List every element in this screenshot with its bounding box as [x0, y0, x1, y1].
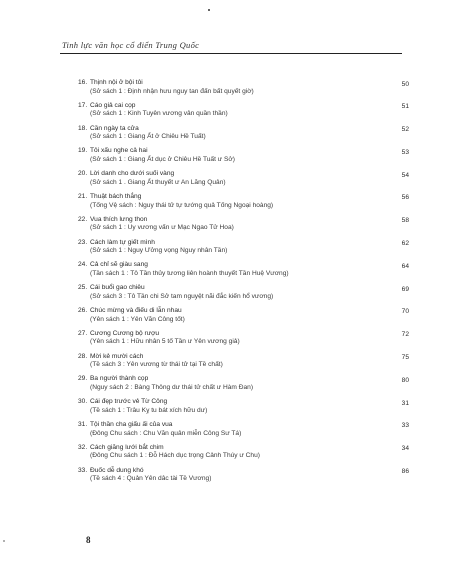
toc-entry-source: (Tề sách 3 : Yên vương từ thái tử tại Tề chất) — [90, 361, 223, 369]
header-title: Tinh lực văn học cổ điển Trung Quốc — [62, 40, 200, 50]
toc-entry-number: 30. — [78, 398, 88, 406]
toc-entry-source: (Sở sách 1 : Giang Ất ở Chiêu Hề Tuất) — [90, 133, 206, 141]
toc-entry-page: 70 — [401, 308, 409, 316]
toc-entry-page: 50 — [401, 80, 409, 88]
toc-entry-page: 64 — [401, 262, 409, 270]
toc-entry — [78, 261, 412, 284]
toc-entry — [78, 353, 412, 376]
toc-entry-source: (Sở sách 1 . Giang Ất thuyết ư An Lăng Quân) — [90, 178, 226, 186]
toc-entry-number: 23. — [78, 238, 88, 246]
toc-entry-title: Cách giăng lưới bắt chim — [90, 443, 164, 451]
running-header — [60, 40, 402, 54]
toc-entry-number: 25. — [78, 284, 88, 292]
toc-entry-title: Tội thần cha giấu ấi của vua — [90, 420, 173, 428]
toc-entry — [78, 330, 412, 353]
table-of-contents — [78, 79, 412, 489]
toc-entry-page: 51 — [401, 103, 409, 111]
toc-entry-source: (Tề sách 4 : Quản Yên dâc tài Tề Vương) — [90, 475, 212, 483]
toc-entry — [78, 170, 412, 193]
toc-entry-number: 21. — [78, 192, 88, 200]
toc-entry — [78, 79, 412, 102]
toc-entry-title: Chúc mừng và điếu di lẫn nhau — [90, 306, 182, 314]
toc-entry-number: 31. — [78, 420, 88, 428]
toc-entry-number: 29. — [78, 375, 88, 383]
toc-entry-title: Thuật bách thắng — [90, 192, 142, 200]
toc-entry-source: (Tần sách 1 : Tô Tần thủy tương liên hoành thuyết Tần Huệ Vương) — [90, 269, 289, 277]
toc-entry-page: 75 — [401, 354, 409, 362]
toc-entry — [78, 444, 412, 467]
toc-entry-title: Cần ngày ta cửa — [90, 124, 139, 132]
toc-entry-number: 18. — [78, 124, 88, 132]
toc-entry-number: 33. — [78, 466, 88, 474]
toc-entry-source: (Tề sách 1 : Trâu Kỵ tu bát xích hữu dư) — [90, 406, 208, 414]
toc-entry — [78, 467, 412, 490]
toc-entry — [78, 102, 412, 125]
toc-entry-number: 24. — [78, 261, 88, 269]
toc-entry — [78, 147, 412, 170]
toc-entry-number: 28. — [78, 352, 88, 360]
toc-entry-title: Cả chỉ sẽ giàu sang — [90, 261, 148, 269]
toc-entry-page: 86 — [401, 468, 409, 476]
toc-entry-number: 19. — [78, 147, 88, 155]
toc-entry — [78, 216, 412, 239]
toc-entry — [78, 193, 412, 216]
toc-entry-source: (Yên sách 1 : Yên Văn Công tốt) — [90, 315, 185, 323]
toc-entry-page: 58 — [401, 217, 409, 225]
toc-entry — [78, 398, 412, 421]
page-number: 8 — [86, 535, 91, 545]
toc-entry-title: Cách làm tự giết mình — [90, 238, 155, 246]
toc-entry-title: Vua thích lưng thon — [90, 215, 148, 223]
toc-entry-source: (Sở sách 1 : Uy vương vấn ư Mạc Ngao Tử Hoa) — [90, 224, 234, 232]
toc-entry-page: 56 — [401, 194, 409, 202]
toc-entry-page: 53 — [401, 148, 409, 156]
toc-entry-page: 54 — [401, 171, 409, 179]
toc-entry-source: (Yên sách 1 : Hữu nhân 5 tố Tần ư Yên vương giả) — [90, 338, 240, 346]
toc-entry-number: 22. — [78, 215, 88, 223]
toc-entry-source: (Sở sách 1 : Định nhận hưu nguy tan đấn bất quyết giờ) — [90, 87, 254, 95]
toc-entry — [78, 125, 412, 148]
toc-entry — [78, 239, 412, 262]
ink-speck — [208, 9, 210, 11]
toc-entry-title: Cái đẹp trước vẻ Từ Công — [90, 398, 168, 406]
toc-entry-title: Ba người thành cọp — [90, 375, 149, 383]
toc-entry-source: (Đông Chu sách : Chu Văn quân miễn Công Sư Tá) — [90, 429, 242, 437]
toc-entry-number: 26. — [78, 306, 88, 314]
toc-entry-source: (Sở sách 3 : Tô Tần chi Sở tam nguyệt nãi đắc kiến hổ vương) — [90, 292, 274, 300]
toc-entry-source: (Sở sách 1 : Giang Ất dục ở Chiêu Hề Tuất ư Sở) — [90, 155, 235, 163]
toc-entry-title: Đuốc dễ dung khó — [90, 466, 144, 474]
toc-entry-source: (Nguy sách 2 : Bàng Thông dư thái tử chất ư Hàm Đan) — [90, 383, 254, 391]
toc-entry-title: Mời kẻ mười cách — [90, 352, 144, 360]
toc-entry-title: Cáo giả cai cọp — [90, 101, 136, 109]
toc-entry — [78, 375, 412, 398]
toc-entry-page: 34 — [401, 445, 409, 453]
toc-entry-source: (Tống Vệ sách : Nguy thái tử tự tướng quả Tống Ngoại hoàng) — [90, 201, 274, 209]
toc-entry-source: (Sở sách 1 : Nguy Ưởng vọng Nguy nhân Tần) — [90, 247, 228, 255]
toc-entry-source: (Sở sách 1 : Kinh Tuyên vương vân quần thần) — [90, 110, 228, 118]
toc-entry-number: 32. — [78, 443, 88, 451]
toc-entry-page: 31 — [401, 399, 409, 407]
toc-entry-title: Tôi xấu nghe cả hai — [90, 147, 148, 155]
toc-entry-title: Lời danh cho dưới suối vàng — [90, 170, 175, 178]
toc-entry-number: 17. — [78, 101, 88, 109]
toc-entry-page: 72 — [401, 331, 409, 339]
toc-entry-page: 52 — [401, 126, 409, 134]
toc-entry-page: 62 — [401, 240, 409, 248]
toc-entry-number: 16. — [78, 79, 88, 86]
toc-entry-title: Thịnh nội ở bội tôi — [90, 79, 143, 86]
toc-entry-title: Cái buổi gao chiêu — [90, 284, 145, 292]
toc-entry-page: 33 — [401, 422, 409, 430]
ink-speck — [3, 540, 5, 542]
toc-entry-number: 20. — [78, 170, 88, 178]
toc-entry-source: (Đông Chu sách 1 : Đỗ Hách dục trọng Cảnh Thúy ư Chu) — [90, 452, 260, 460]
toc-entry-number: 27. — [78, 329, 88, 337]
toc-entry-title: Cương Cương bộ rượu — [90, 329, 160, 337]
toc-entry — [78, 307, 412, 330]
toc-entry-page: 69 — [401, 285, 409, 293]
header-rule — [60, 53, 402, 54]
toc-entry — [78, 284, 412, 307]
toc-entry — [78, 421, 412, 444]
toc-entry-page: 80 — [401, 376, 409, 384]
